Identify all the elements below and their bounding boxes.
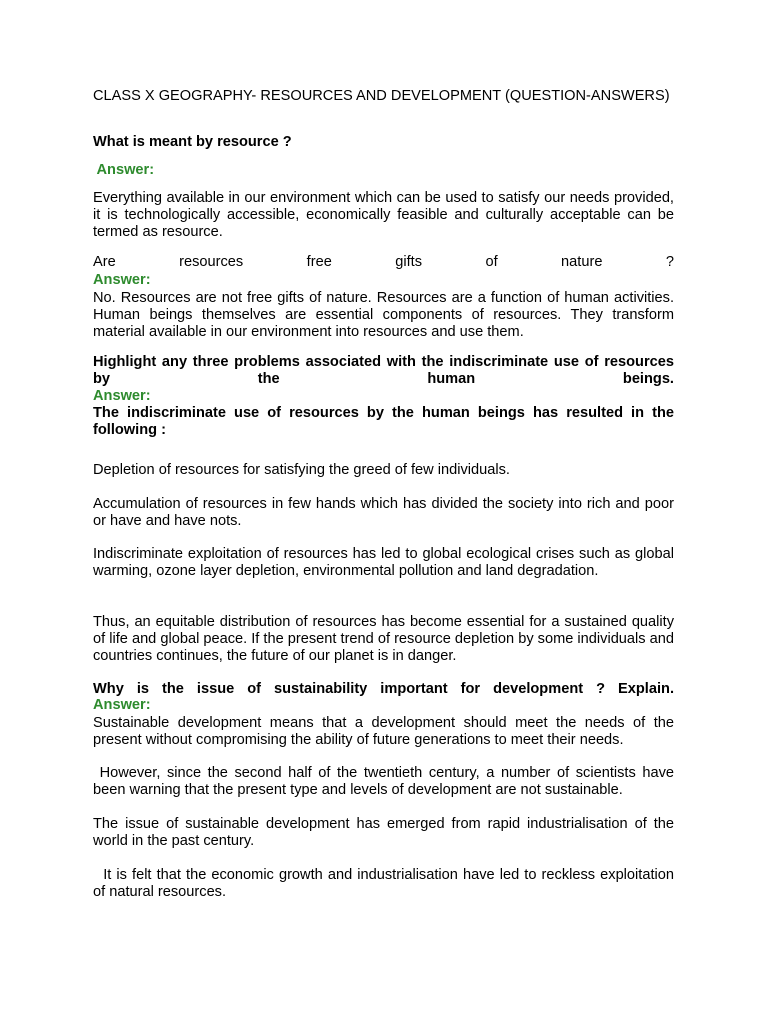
answer-4-paragraph-4: It is felt that the economic growth and industrialisation have led to reckless exploitation of natural resources.	[93, 867, 679, 901]
answer-label-4: Answer:	[93, 697, 151, 713]
answer-1-text: Everything available in our environment which can be used to satisfy our needs provided, it is technologically accessible, economically feasible and culturally acceptable can be termed as resource.	[93, 190, 674, 241]
answer-label-3: Answer:	[93, 388, 151, 404]
answer-3-conclusion: Thus, an equitable distribution of resources has become essential for a sustained quality of life and global peace. If the present trend of resource depletion by some individuals and countries continues, the future of our planet is in danger.	[93, 614, 674, 665]
question-1: What is meant by resource ?	[93, 134, 292, 150]
problem-point-2: Accumulation of resources in few hands which has divided the society into rich and poor or have and have nots.	[93, 496, 674, 530]
answer-label-1: Answer:	[93, 162, 155, 178]
question-4: Why is the issue of sustainability important for development ? Explain.	[93, 681, 674, 697]
document-title: CLASS X GEOGRAPHY- RESOURCES AND DEVELOPMENT (QUESTION-ANSWERS)	[93, 88, 670, 104]
problem-point-1: Depletion of resources for satisfying the greed of few individuals.	[93, 462, 510, 478]
problem-point-3: Indiscriminate exploitation of resources has led to global ecological crises such as global warming, ozone layer depletion, environmental pollution and land degradation.	[93, 546, 674, 580]
answer-4-paragraph-1: Sustainable development means that a development should meet the needs of the present without compromising the ability of future generations to meet their needs.	[93, 715, 674, 749]
answer-4-paragraph-3: The issue of sustainable development has emerged from rapid industrialisation of the world in the past century.	[93, 816, 674, 850]
answer-2-text: No. Resources are not free gifts of nature. Resources are a function of human activities. Human beings themselves are essential components of resources. They transform material available in our environment into resources and use them.	[93, 290, 674, 341]
question-3: Highlight any three problems associated with the indiscriminate use of resources by the human beings.	[93, 354, 674, 388]
answer-label-2: Answer:	[93, 272, 151, 288]
document-page	[93, 0, 679, 1024]
answer-3-intro: The indiscriminate use of resources by the human beings has resulted in the following :	[93, 405, 674, 439]
question-2: Are resources free gifts of nature ?	[93, 254, 674, 270]
answer-4-paragraph-2: However, since the second half of the twentieth century, a number of scientists have been warning that the present type and levels of development are not sustainable.	[93, 765, 679, 799]
